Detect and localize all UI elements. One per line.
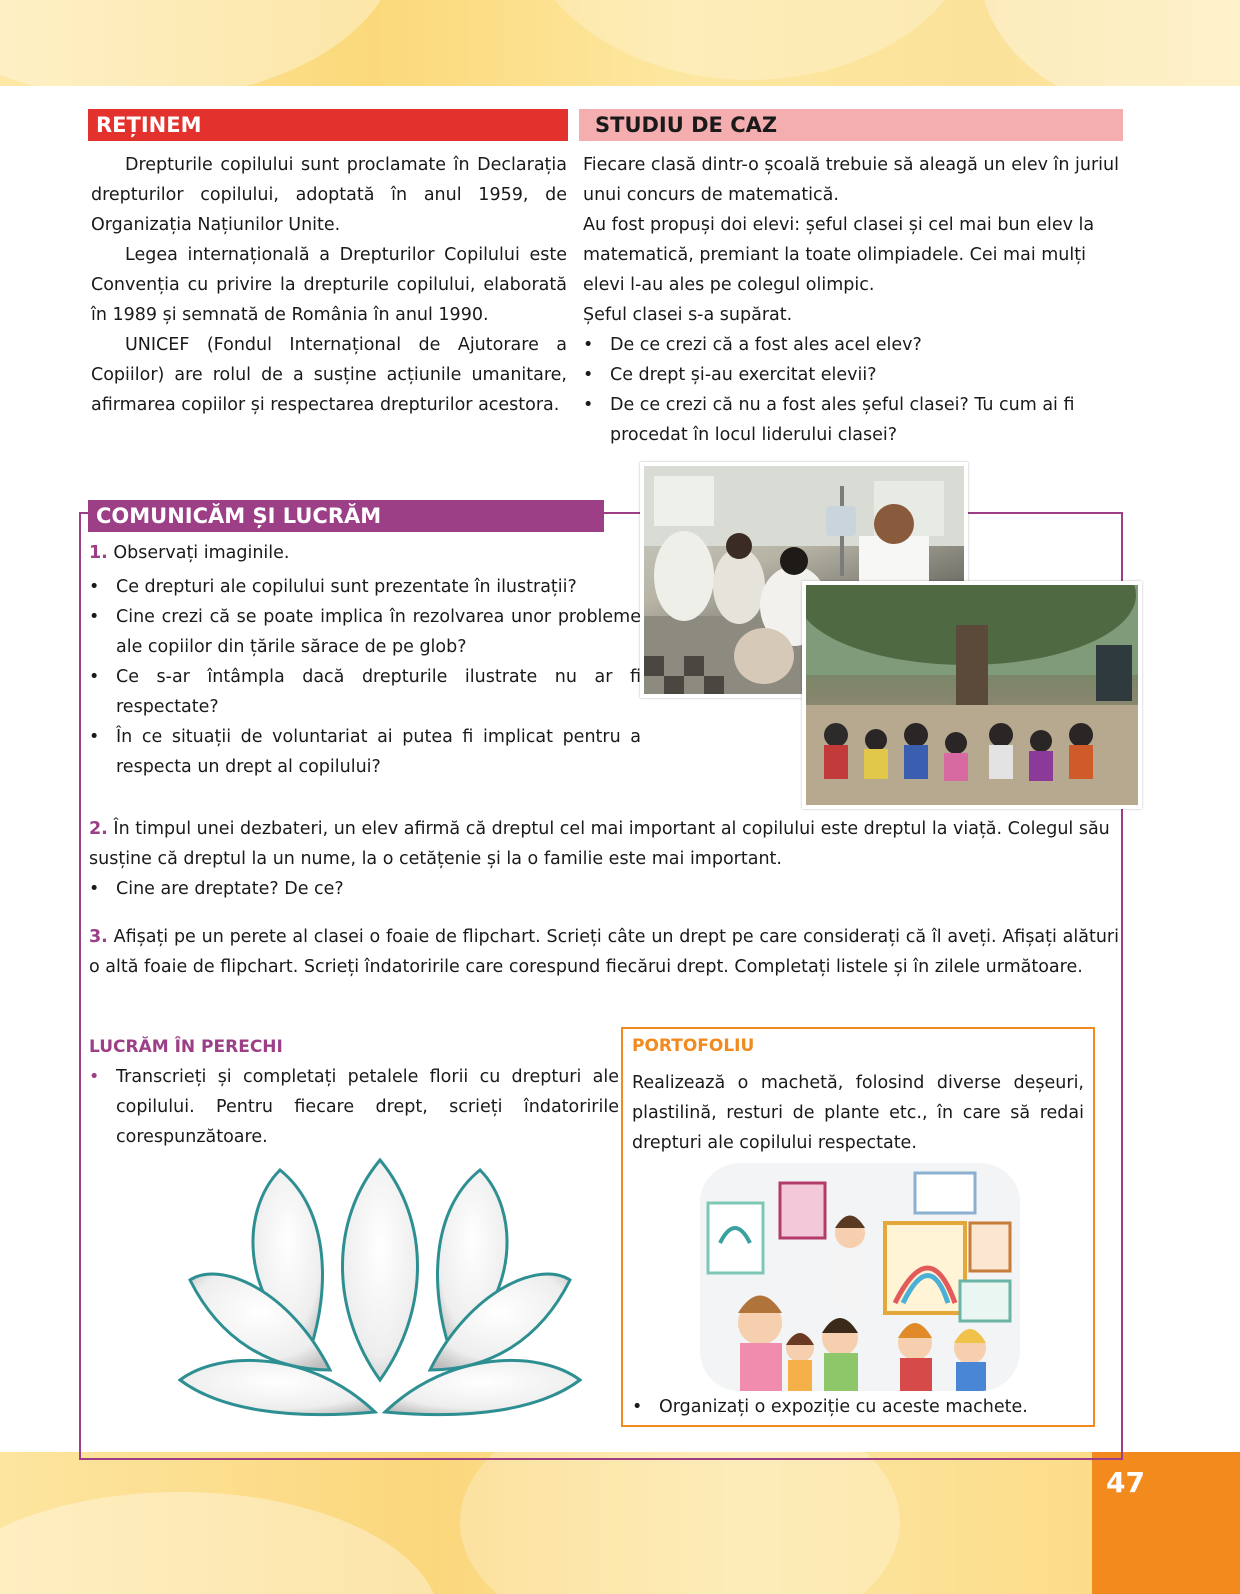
lucram-in-perechi [89,1032,619,1152]
studiu-de-caz-heading: STUDIU DE CAZ [579,109,1123,141]
petal [180,1360,375,1414]
outdoor-class-photo [802,581,1142,809]
portofoliu-text: Realizează o machetă, folosind diverse deșeuri, plastilină, resturi de plante etc., în care să redai drepturi ale copilului respectate. [632,1073,1084,1153]
studiu-question: • Ce drept și-au exercitat elevii? [583,360,1123,390]
lucram-in-perechi-list [89,1062,619,1152]
task-2 [89,814,1119,904]
studiu-de-caz-text [583,150,1123,450]
task-2-number: 2. [89,819,108,839]
task-1-text: Observați imaginile. [113,543,290,563]
task-3-number: 3. [89,927,108,947]
retinem-text [91,150,567,420]
task-3 [89,922,1119,982]
page-number-box [1092,1452,1240,1594]
portofoliu-bullet: • Organizați o expoziție cu aceste machete. [632,1392,1082,1422]
page-number: 47 [1106,1466,1145,1499]
portofoliu-list [632,1392,1082,1422]
retinem-heading: REȚINEM [88,109,568,141]
petal [385,1360,580,1414]
retinem-paragraph: Legea internațională a Drepturilor Copilului este Convenția cu privire la drepturile copilului, elaborată în 1989 și semnată de România în anul 1990. [91,245,567,325]
portofoliu-heading: PORTOFOLIU [632,1036,755,1056]
retinem-paragraph: UNICEF (Fondul Internațional de Ajutorare a Copiilor) are rolul de a susține acțiunile umanitare, afirmarea copiilor și respectarea drepturilor acestora. [91,335,567,415]
studiu-paragraph: Șeful clasei s-a supărat. [583,305,793,325]
retinem-paragraph: Drepturile copilului sunt proclamate în Declarația drepturilor copilului, adoptată în anul 1959, de Organizația Națiunilor Unite. [91,155,567,235]
task-1-question: • Ce drepturi ale copilului sunt prezentate în ilustrații? [89,572,641,602]
task-2-text: În timpul unei dezbateri, un elev afirmă că dreptul cel mai important al copilului este dreptul la viață. Colegul său susține că dreptul la un nume, la o cetățenie și la o familie este mai important. [89,819,1110,869]
task-1-number: 1. [89,543,108,563]
task-2-question: • Cine are dreptate? De ce? [89,874,1119,904]
exhibition-illustration [700,1163,1020,1391]
task-1 [89,538,641,782]
studiu-questions [583,330,1123,450]
task-1-question: • În ce situații de voluntariat ai putea fi implicat pentru a respecta un drept al copilului? [89,722,641,782]
task-1-question: • Ce s-ar întâmpla dacă drepturile ilustrate nu ar fi respectate? [89,662,641,722]
lucram-in-perechi-item: • Transcrieți și completați petalele florii cu drepturi ale copilului. Pentru fiecare drept, scrieți îndatoririle corespunzătoare. [89,1062,619,1152]
task-3-text: Afișați pe un perete al clasei o foaie de flipchart. Scrieți câte un drept pe care considerați că îl aveți. Afișați alături o altă foaie de flipchart. Scrieți îndatoririle care corespund fiecărui drept. Completați listele și în zilele următoare. [89,927,1119,977]
top-decorative-band [0,0,1240,86]
comunicam-heading: COMUNICĂM ȘI LUCRĂM [88,500,604,532]
petal [343,1160,418,1380]
studiu-question: • De ce crezi că a fost ales acel elev? [583,330,1123,360]
studiu-paragraph: Au fost propuși doi elevi: șeful clasei și cel mai bun elev la matematică, premiant la toate olimpiadele. Cei mai mulți elevi l-au ales pe colegul olimpic. [583,215,1095,295]
portofoliu-bullet-block [632,1392,1082,1422]
lotus-flower-worksheet [160,1150,600,1430]
task-2-questions [89,874,1119,904]
studiu-question: • De ce crezi că nu a fost ales șeful clasei? Tu cum ai fi procedat în locul liderului clasei? [583,390,1123,450]
bottom-decorative-band [0,1452,1240,1594]
studiu-paragraph: Fiecare clasă dintr-o școală trebuie să aleagă un elev în juriul unui concurs de matematică. [583,155,1119,205]
lucram-in-perechi-heading: LUCRĂM ÎN PERECHI [89,1037,283,1057]
task-1-question: • Cine crezi că se poate implica în rezolvarea unor probleme ale copiilor din țările sărace de pe glob? [89,602,641,662]
task-1-questions [89,572,641,782]
